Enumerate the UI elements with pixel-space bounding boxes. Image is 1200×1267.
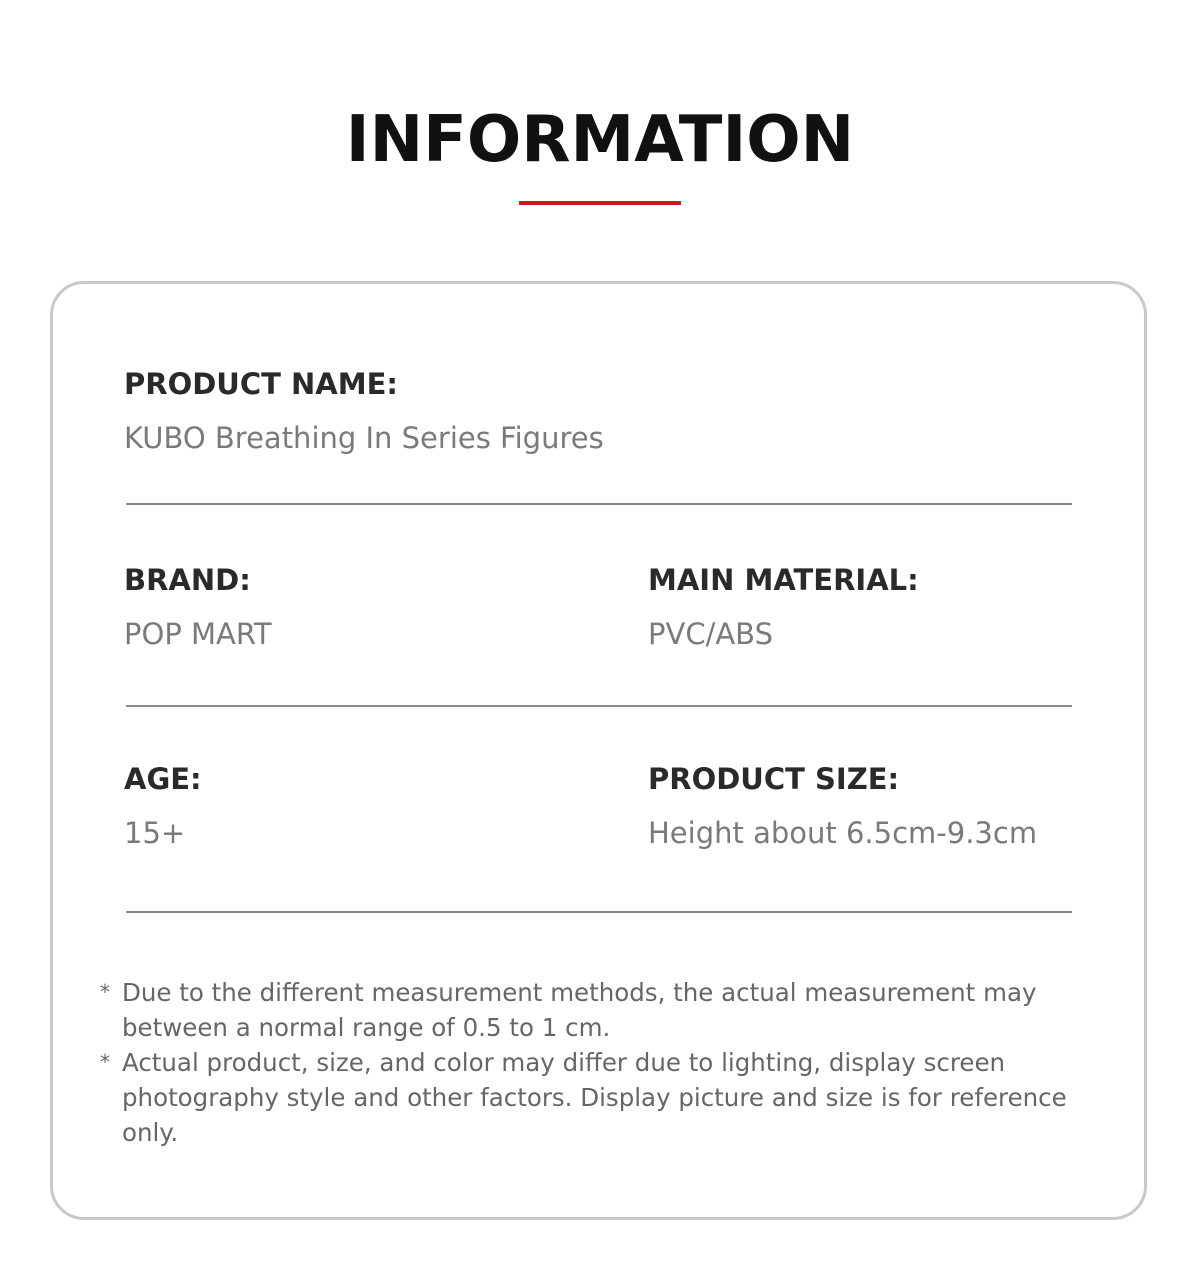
product-size-label: PRODUCT SIZE:: [648, 762, 900, 796]
note-text: Due to the different measurement methods, the actual measurement may between a normal range of 0.5 to 1 cm.: [122, 978, 1037, 1042]
note-text: Actual product, size, and color may differ due to lighting, display screen photography style and other factors. Display picture and size is for reference only.: [122, 1048, 1067, 1147]
age-field: [124, 761, 202, 851]
disclaimer-notes: [100, 975, 1080, 1150]
main-material-field: [648, 562, 919, 652]
brand-label: BRAND:: [124, 563, 251, 597]
main-material-value: PVC/ABS: [648, 617, 773, 651]
asterisk-icon: *: [100, 1050, 110, 1074]
product-name-field: [124, 366, 604, 456]
product-size-field: [648, 761, 1037, 851]
brand-value: POP MART: [124, 617, 272, 651]
age-value: 15+: [124, 816, 186, 850]
brand-field: [124, 562, 272, 652]
age-label: AGE:: [124, 762, 202, 796]
note-item: [100, 975, 1080, 1045]
title-accent-underline: [519, 201, 681, 205]
asterisk-icon: *: [100, 980, 110, 1004]
note-item: [100, 1045, 1080, 1150]
divider: [126, 911, 1072, 913]
product-name-label: PRODUCT NAME:: [124, 367, 398, 401]
divider: [126, 705, 1072, 707]
page-title: INFORMATION: [345, 103, 855, 177]
main-material-label: MAIN MATERIAL:: [648, 563, 919, 597]
divider: [126, 503, 1072, 505]
product-name-value: KUBO Breathing In Series Figures: [124, 421, 604, 455]
product-size-value: Height about 6.5cm-9.3cm: [648, 816, 1038, 850]
